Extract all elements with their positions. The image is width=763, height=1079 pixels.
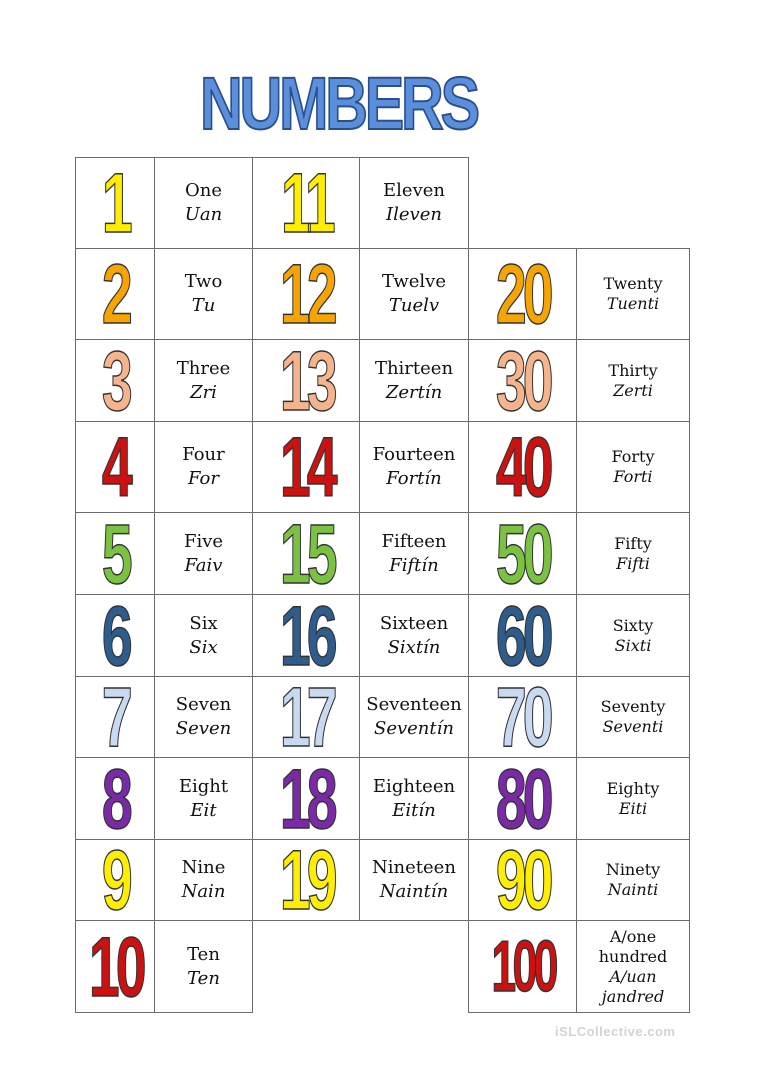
pronunciation: Tu	[191, 295, 216, 316]
pronunciation: Seven	[175, 718, 232, 739]
english-word: Six	[189, 612, 218, 634]
number-digit: 80	[496, 757, 550, 840]
pronunciation: Faiv	[184, 554, 223, 576]
word-cell	[359, 421, 469, 513]
english-word: Five	[183, 530, 224, 552]
watermark: iSLCollective.com	[555, 1024, 676, 1039]
number-cell	[468, 676, 578, 758]
english-word: Four	[182, 444, 225, 465]
english-word: Sixteen	[379, 612, 449, 634]
number-cell	[75, 512, 156, 595]
number-digit: 5	[102, 512, 129, 595]
word-cell	[154, 839, 253, 921]
number-cell	[75, 339, 156, 422]
number-cell	[252, 339, 361, 422]
number-digit: 20	[496, 248, 550, 340]
number-cell	[75, 676, 156, 758]
word-cell	[154, 757, 253, 840]
number-digit: 15	[279, 512, 334, 595]
english-word: Ten	[187, 943, 220, 965]
word-cell	[359, 248, 469, 340]
pronunciation: Uan	[184, 204, 223, 225]
number-digit: 90	[496, 839, 550, 921]
word-cell	[154, 676, 253, 758]
number-cell	[75, 757, 156, 840]
english-word: Fifteen	[381, 530, 447, 552]
word-cell	[359, 594, 469, 677]
word-cell	[576, 757, 690, 840]
word-cell	[576, 421, 690, 513]
number-digit: 17	[279, 676, 334, 758]
pronunciation: A/uan jandred	[601, 966, 665, 1006]
number-digit: 1	[102, 157, 129, 249]
number-cell	[468, 512, 578, 595]
number-cell	[75, 594, 156, 677]
number-cell	[252, 248, 361, 340]
pronunciation: Ten	[187, 967, 220, 989]
number-digit: 18	[279, 757, 334, 840]
number-digit: 19	[279, 839, 334, 921]
word-cell	[576, 248, 690, 340]
word-cell	[154, 512, 253, 595]
number-cell	[75, 157, 156, 249]
word-cell	[154, 339, 253, 422]
number-digit: 16	[279, 594, 334, 677]
english-word: Seven	[175, 694, 232, 715]
pronunciation: Naintín	[379, 881, 449, 902]
number-cell	[252, 594, 361, 677]
english-word: Twelve	[381, 271, 446, 292]
word-cell	[576, 920, 690, 1013]
number-cell	[252, 676, 361, 758]
word-cell	[359, 157, 469, 249]
english-word: Ninety	[605, 860, 661, 879]
number-cell	[468, 248, 578, 340]
english-word: Thirteen	[374, 357, 454, 379]
number-digit: 70	[496, 676, 550, 758]
word-cell	[576, 339, 690, 422]
number-cell	[252, 757, 361, 840]
english-word: Seventeen	[366, 694, 462, 715]
english-word: Three	[176, 357, 231, 379]
pronunciation: Tuelv	[388, 295, 440, 316]
pronunciation: Fifti	[616, 553, 650, 573]
number-cell	[252, 512, 361, 595]
pronunciation: Zerti	[613, 380, 653, 400]
number-digit: 11	[281, 157, 332, 249]
pronunciation: Nain	[181, 881, 226, 902]
number-digit: 8	[102, 757, 129, 840]
english-word: Eight	[178, 775, 229, 797]
english-word: Eighteen	[372, 775, 456, 797]
word-cell	[154, 421, 253, 513]
number-digit: 13	[279, 339, 334, 422]
english-word: Thirty	[608, 360, 658, 380]
word-cell	[359, 676, 469, 758]
number-digit: 3	[102, 339, 129, 422]
number-digit: 7	[102, 676, 129, 758]
number-cell	[468, 594, 578, 677]
number-digit: 12	[279, 248, 334, 340]
pronunciation: Tuenti	[606, 294, 660, 313]
pronunciation: Zri	[190, 381, 217, 403]
word-cell	[359, 757, 469, 840]
number-digit: 6	[102, 594, 129, 677]
word-cell	[154, 920, 253, 1013]
english-word: Eleven	[383, 180, 445, 201]
number-cell	[468, 339, 578, 422]
english-word: Nine	[181, 857, 226, 878]
english-word: Sixty	[612, 615, 654, 635]
english-word: Twenty	[603, 274, 663, 293]
english-word: Eighty	[606, 778, 660, 798]
pronunciation: Forti	[613, 467, 653, 486]
number-cell	[252, 839, 361, 921]
word-cell	[154, 594, 253, 677]
pronunciation: Sixtín	[387, 636, 441, 658]
number-digit: 2	[102, 248, 129, 340]
number-cell	[75, 839, 156, 921]
word-cell	[576, 512, 690, 595]
number-digit: 4	[102, 421, 129, 513]
number-digit: 40	[496, 421, 550, 513]
english-word: Fifty	[614, 533, 652, 553]
word-cell	[576, 839, 690, 921]
number-cell	[252, 157, 361, 249]
english-word: Forty	[611, 447, 655, 466]
english-word: Nineteen	[372, 857, 456, 878]
pronunciation: Fiftín	[389, 554, 439, 576]
pronunciation: Seventi	[602, 717, 664, 736]
number-cell	[252, 421, 361, 513]
number-cell	[468, 421, 578, 513]
word-cell	[359, 512, 469, 595]
pronunciation: Eiti	[618, 798, 648, 818]
number-cell	[468, 839, 578, 921]
pronunciation: Six	[189, 636, 218, 658]
english-word: A/one hundred	[598, 926, 668, 966]
number-cell	[75, 421, 156, 513]
pronunciation: For	[188, 468, 219, 489]
number-cell	[75, 248, 156, 340]
english-word: Fourteen	[372, 444, 456, 465]
pronunciation: Ileven	[386, 204, 442, 225]
number-cell	[468, 920, 578, 1013]
number-digit: 9	[102, 839, 129, 921]
pronunciation: Eit	[190, 799, 217, 821]
number-digit: 60	[496, 594, 550, 677]
number-cell	[75, 920, 156, 1013]
number-digit: 14	[279, 421, 334, 513]
number-digit: 30	[496, 339, 550, 422]
pronunciation: Sixti	[614, 635, 652, 655]
pronunciation: Eitín	[392, 799, 436, 821]
number-digit: 100	[491, 926, 555, 1007]
number-digit: 10	[88, 920, 143, 1013]
pronunciation: Nainti	[607, 880, 659, 899]
word-cell	[154, 157, 253, 249]
english-word: Seventy	[600, 697, 666, 716]
pronunciation: Zertín	[385, 381, 443, 403]
word-cell	[154, 248, 253, 340]
pronunciation: Fortín	[386, 468, 442, 489]
word-cell	[576, 594, 690, 677]
number-cell	[468, 757, 578, 840]
word-cell	[576, 676, 690, 758]
pronunciation: Seventín	[374, 718, 454, 739]
english-word: One	[184, 180, 222, 201]
word-cell	[359, 339, 469, 422]
english-word: Two	[184, 271, 223, 292]
number-digit: 50	[496, 512, 550, 595]
page-title: NUMBERS	[200, 62, 477, 145]
word-cell	[359, 839, 469, 921]
